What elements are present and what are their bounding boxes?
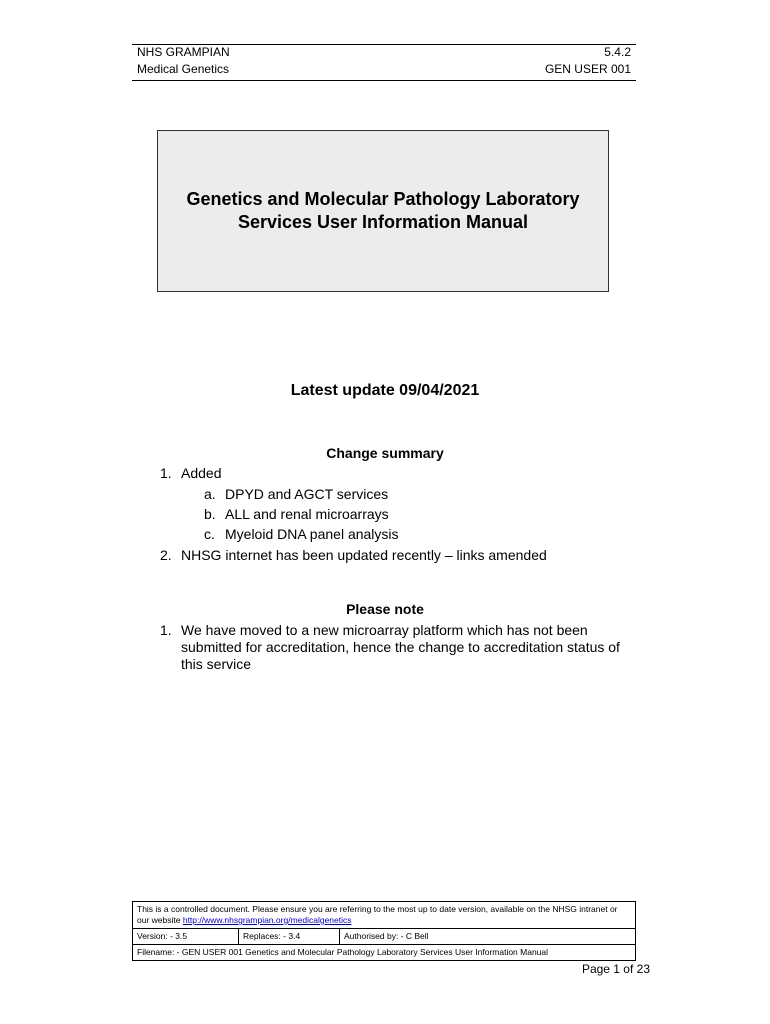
footer-filename: Filename: - GEN USER 001 Genetics and Molecular Pathology Laboratory Services User Information Manual bbox=[137, 947, 549, 957]
latest-update: Latest update 09/04/2021 bbox=[290, 382, 480, 399]
change-item-number: 2. bbox=[160, 547, 172, 563]
change-subitem-letter: c. bbox=[204, 526, 215, 542]
footer-version-row bbox=[133, 929, 635, 945]
header-section: 5.4.2 bbox=[604, 45, 631, 59]
note-item: We have moved to a new microarray platform which has not been submitted for accreditation, hence the change to accreditation status of this service bbox=[181, 622, 620, 672]
change-subitem: Myeloid DNA panel analysis bbox=[225, 526, 399, 542]
change-item: NHSG internet has been updated recently – links amended bbox=[181, 547, 547, 563]
please-note-heading: Please note bbox=[346, 601, 424, 617]
change-subitem-letter: a. bbox=[204, 486, 216, 502]
title-box bbox=[157, 130, 609, 292]
header-doc-id: GEN USER 001 bbox=[544, 62, 631, 76]
header-org: NHS GRAMPIAN bbox=[137, 45, 230, 59]
header-row-1 bbox=[137, 45, 631, 59]
header-bottom-rule bbox=[132, 80, 636, 81]
document-title: Genetics and Molecular Pathology Laboratory Services User Information Manual bbox=[186, 189, 580, 232]
footer-notice-text: This is a controlled document. Please ensure you are referring to the most up to date version, available on the NHSG intranet or our website bbox=[137, 904, 618, 925]
website-link[interactable]: http://www.nhsgrampian.org/medicalgenetics bbox=[182, 915, 352, 925]
page-number: Page 1 of 23 bbox=[581, 962, 650, 976]
footer-version: Version: - 3.5 bbox=[133, 929, 239, 944]
change-subitem: DPYD and AGCT services bbox=[225, 486, 389, 502]
change-item: Added bbox=[181, 465, 222, 481]
change-subitem-letter: b. bbox=[204, 506, 216, 522]
footer-replaces: Replaces: - 3.4 bbox=[239, 929, 340, 944]
header-row-2 bbox=[137, 62, 631, 76]
footer-notice bbox=[133, 902, 635, 929]
note-item-number: 1. bbox=[160, 622, 172, 638]
footer-authorised: Authorised by: - C Bell bbox=[344, 931, 429, 941]
change-item-number: 1. bbox=[160, 465, 172, 481]
change-subitem: ALL and renal microarrays bbox=[225, 506, 389, 522]
header-dept: Medical Genetics bbox=[137, 62, 230, 76]
document-control-footer bbox=[132, 901, 636, 961]
change-summary-heading: Change summary bbox=[326, 445, 444, 461]
